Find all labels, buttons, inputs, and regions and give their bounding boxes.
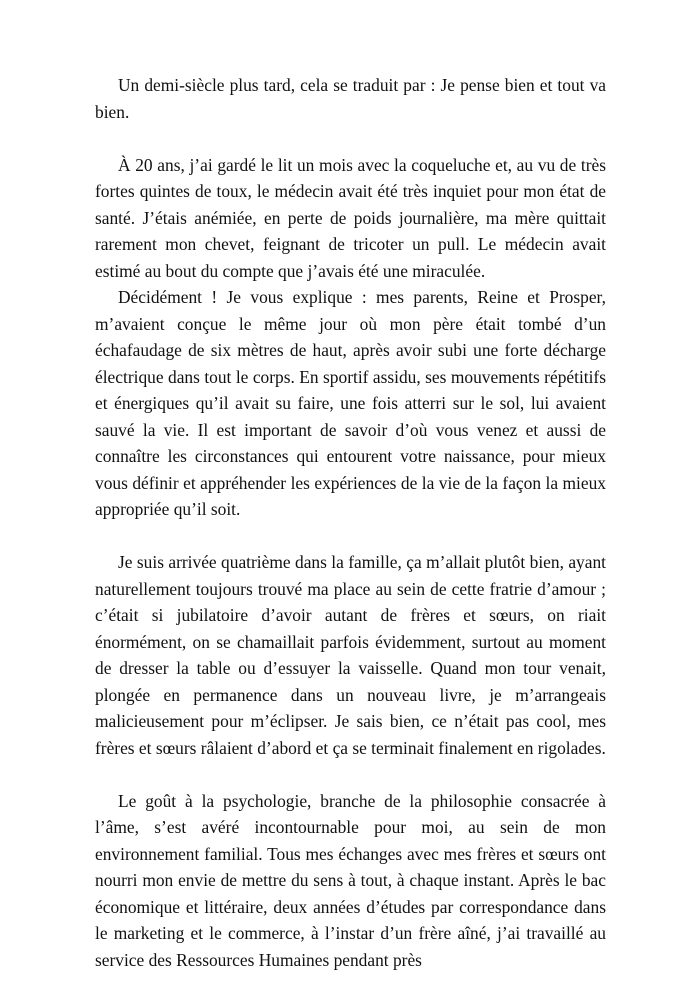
paragraph-1: Un demi-siècle plus tard, cela se traduit par : Je pense bien et tout va bien. xyxy=(95,75,606,122)
paragraph-4: Je suis arrivée quatrième dans la famille, ça m’allait plutôt bien, ayant naturellement toujours trouvé ma place au sein de cette fratrie d’amour ; c’était si jubilatoire d’avoir autant de frères et sœurs, on riait énormément, on se chamaillait parfois évidemment, surtout au moment de dresser la table ou d’essuyer la vaisselle. Quand mon tour venait, plongée en permanence dans un nouveau livre, je m’arrangeais malicieusement pour m’éclipser. Je sais bien, ce n’était pas cool, mes frères et sœurs râlaient d’abord et ça se terminait finalement en rigolades. xyxy=(95,552,606,758)
paragraph-2: À 20 ans, j’ai gardé le lit un mois avec la coqueluche et, au vu de très fortes quintes de toux, le médecin avait été très inquiet pour mon état de santé. J’étais anémiée, en perte de poids journalière, ma mère quittait rarement mon chevet, feignant de tricoter un pull. Le médecin avait estimé au bout du compte que j’avais été une miraculée. xyxy=(95,154,606,281)
body-text xyxy=(95,72,606,973)
paragraph-5: Le goût à la psychologie, branche de la philosophie consacrée à l’âme, s’est avéré incontournable pour moi, au sein de mon environnement familial. Tous mes échanges avec mes frères et sœurs ont nourri mon envie de mettre du sens à tout, à chaque instant. Après le bac économique et littéraire, deux années d’études par correspondance dans le marketing et le commerce, à l’instar d’un frère aîné, j’ai travaillé au service des Ressources Humaines pendant près xyxy=(95,790,606,970)
paragraph-3: Décidément ! Je vous explique : mes parents, Reine et Prosper, m’avaient conçue le même jour où mon père était tombé d’un échafaudage de six mètres de haut, après avoir subi une forte décharge électrique dans tout le corps. En sportif assidu, ses mouvements répétitifs et énergiques qu’il avait su faire, une fois atterri sur le sol, lui avaient sauvé la vie. Il est important de savoir d’où vous venez et aussi de connaître les circonstances qui entourent votre naissance, pour mieux vous définir et appréhender les expériences de la vie de la façon la mieux appropriée qu’il soit. xyxy=(95,287,606,519)
